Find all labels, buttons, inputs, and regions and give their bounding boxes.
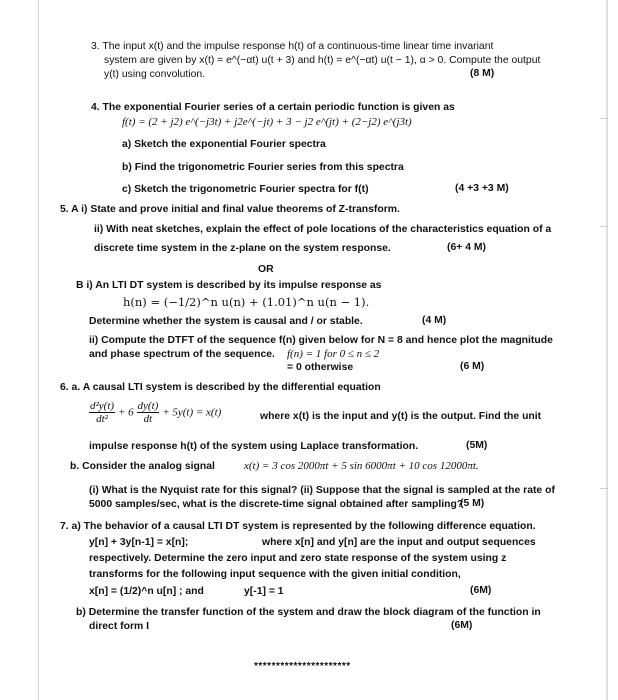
margin-tick (600, 118, 608, 119)
q5-a-line-1: 5. A i) State and prove initial and final value theorems of Z-transform. (60, 204, 400, 215)
q7-b-marks: (6M) (451, 620, 473, 631)
q4-part-a: a) Sketch the exponential Fourier spectra (122, 139, 326, 150)
q6-a-marks: (5M) (466, 440, 488, 451)
q5-a-line-2: ii) With neat sketches, explain the effect of pole locations of the characteristics equation of a (94, 224, 552, 235)
q5-b-line-4: and phase spectrum of the sequence. (89, 349, 275, 360)
q7-a-line-5-right: y[-1] = 1 (244, 586, 284, 597)
end-of-paper-stars: ********************** (254, 661, 351, 672)
q7-b-line-2: direct form I (89, 621, 150, 632)
second-derivative-term: $\frac{\text{d²y(t)}}{\text{dt²}}$ (90, 400, 115, 425)
q6-b-signal-equation: x(t) = 3 cos 2000πt + 5 sin 6000πt + 10 cos 12000πt. (244, 460, 479, 472)
q6-a-line-1: 6. a. A causal LTI system is described by the differential equation (60, 382, 381, 393)
q6-b-marks: (5 M) (460, 498, 485, 509)
q5-or: OR (258, 264, 274, 275)
q3-line-2: system are given by x(t) = e^(−αt) u(t + 3) and h(t) = e^(−αt) u(t − 1), α > 0. Compute the output (104, 55, 541, 66)
q4-part-c: c) Sketch the trigonometric Fourier spectra for f(t) (122, 184, 369, 195)
q6-equation-rest: + 5y(t) = x(t) (162, 406, 222, 419)
q7-b-line-1: b) Determine the transfer function of the system and draw the block diagram of the function in (76, 607, 541, 618)
q5-b-line-2: Determine whether the system is causal and / or stable. (89, 316, 363, 327)
q4-formula: f(t) = (2 + j2) e^(−j3t) + j2e^(−jt) + 3 − j2 e^(jt) + (2−j2) e^(j3t) (122, 116, 412, 128)
q3-marks: (8 M) (470, 68, 495, 79)
q7-a-line-3: respectively. Determine the zero input and zero state response of the system using z (89, 553, 507, 564)
q6-differential-equation: $\frac{\text{d²y(t)}}{\text{dt²}}$ + 6 $\frac{dy(t)}{dt}$ + 5y(t) = x(t) (90, 400, 222, 425)
q7-a-line-5-left: x[n] = (1/2)^n u[n] ; and (89, 586, 204, 597)
q4-intro: 4. The exponential Fourier series of a certain periodic function is given as (91, 102, 455, 113)
page-left-edge (38, 0, 39, 700)
margin-tick (600, 488, 608, 489)
q5-b-line-3: ii) Compute the DTFT of the sequence f(n) given below for N = 8 and hence plot the magnitude (89, 335, 553, 346)
q4-part-b: b) Find the trigonometric Fourier series from this spectra (122, 162, 404, 173)
q3-line-1: 3. The input x(t) and the impulse response h(t) of a continuous-time linear time invariant (91, 41, 494, 52)
q6-b-line-2: (i) What is the Nyquist rate for this signal? (ii) Suppose that the signal is sampled at the rate of (89, 485, 555, 496)
page-right-edge (606, 0, 608, 700)
q5-b-line-5: = 0 otherwise (287, 362, 354, 373)
q5-b-line-1: B i) An LTI DT system is described by its impulse response as (76, 280, 382, 291)
q6-a-line-3: impulse response h(t) of the system using Laplace transformation. (89, 441, 419, 452)
q6-b-line-3: 5000 samples/sec, what is the discrete-time signal obtained after sampling? (89, 499, 464, 510)
q6-b-line-1: b. Consider the analog signal (70, 461, 215, 472)
q7-a-line-2-left: y[n] + 3y[n-1] = x[n]; (89, 537, 189, 548)
q7-a-line-2-right: where x[n] and y[n] are the input and output sequences (262, 537, 536, 548)
q5-b-marks: (6 M) (460, 361, 485, 372)
q6-equation-description: where x(t) is the input and y(t) is the output. Find the unit (260, 411, 542, 422)
q5-a-marks: (6+ 4 M) (447, 242, 486, 253)
q7-a-line-1: 7. a) The behavior of a causal LTI DT system is represented by the following difference equation. (60, 521, 536, 532)
q3-line-3: y(t) using convolution. (104, 69, 206, 80)
q5-a-line-3: discrete time system in the z-plane on the system response. (94, 243, 391, 254)
first-derivative-term: $\frac{dy(t)}{dt}$ (137, 400, 159, 425)
margin-tick (600, 226, 608, 227)
q5-b-line-2-marks: (4 M) (422, 315, 447, 326)
q7-a-marks: (6M) (470, 585, 492, 596)
q5-b-line-4-equation: f(n) = 1 for 0 ≤ n ≤ 2 (287, 348, 380, 360)
q4-marks: (4 +3 +3 M) (455, 183, 509, 194)
q5-b-formula: h(n) = (−1/2)^n u(n) + (1.01)^n u(n − 1). (123, 295, 370, 309)
q7-a-line-4: transforms for the following input sequence with the given initial condition, (89, 569, 461, 580)
